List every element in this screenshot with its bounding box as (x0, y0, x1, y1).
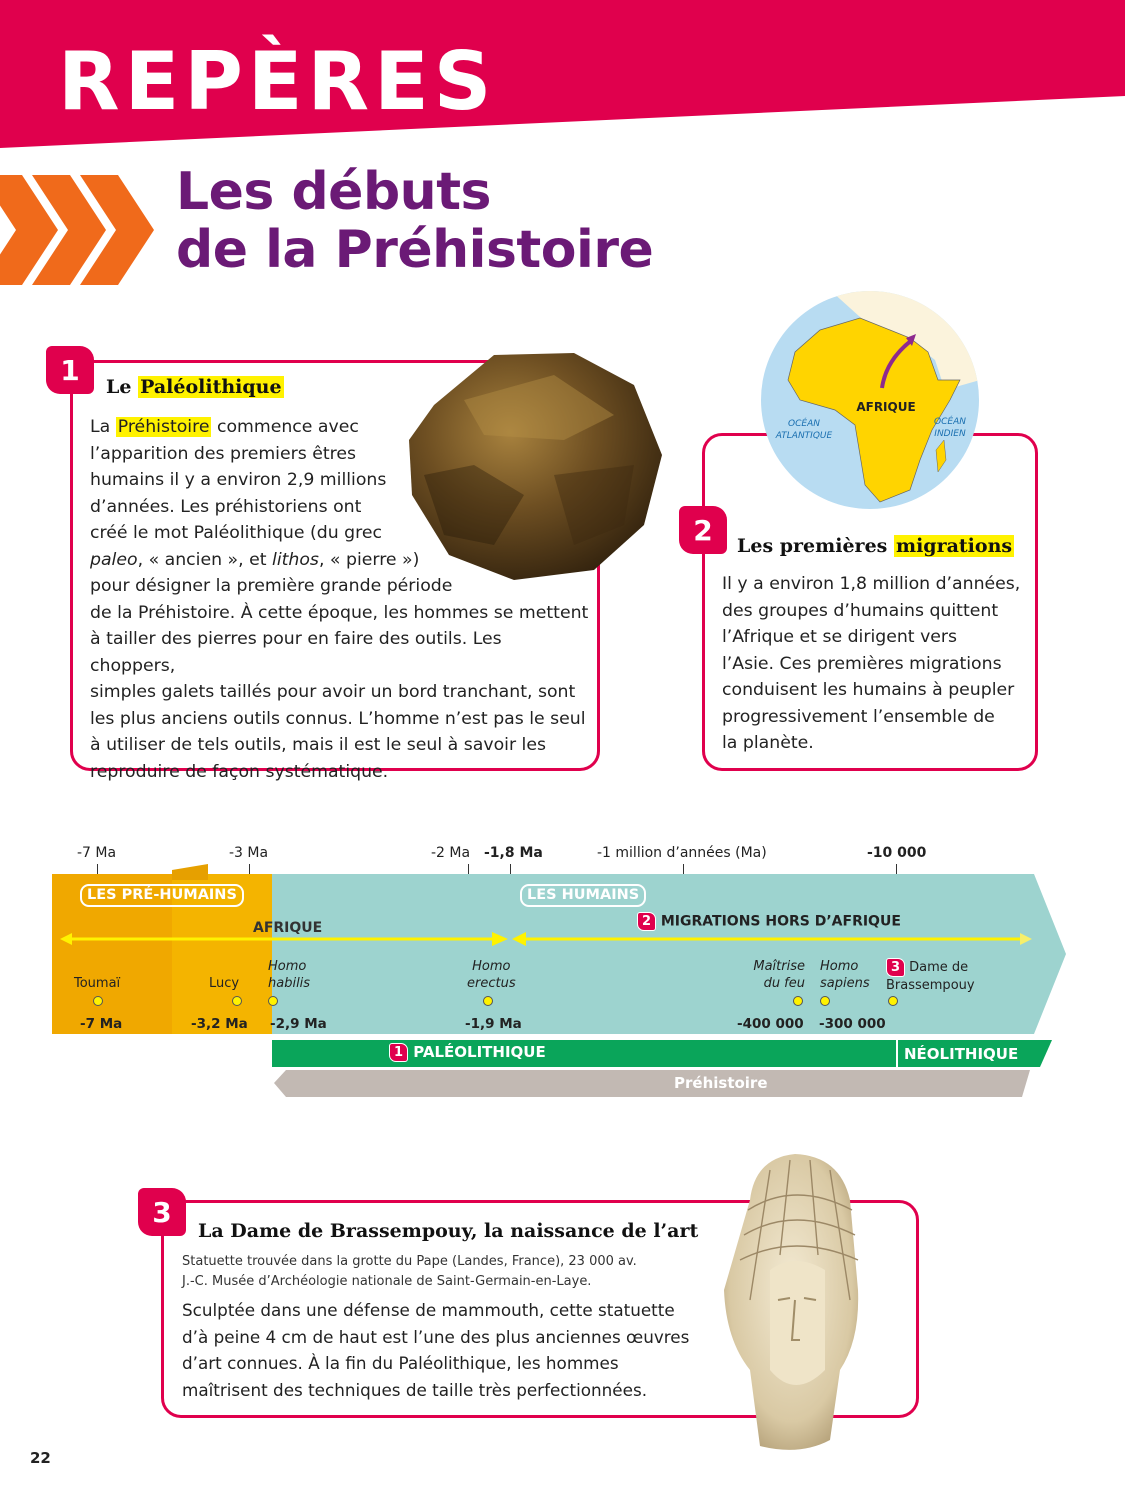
section3-caption-line1: Statuette trouvée dans la grotte du Pape (Landes, France), 23 000 av. (182, 1254, 637, 1269)
event-erectus-line2: erectus (467, 976, 516, 991)
event-lucy-name: Lucy (209, 976, 240, 991)
paleolithique-bar (272, 1040, 896, 1067)
event-feu-name (745, 958, 805, 992)
section1-text-run: à tailler des pierres pour en faire des outils. Les choppers, (90, 629, 502, 676)
section2-text (722, 571, 1032, 757)
migrations-number: 2 (637, 912, 656, 931)
section1-text (90, 414, 590, 785)
section2-text-run: l’Afrique et se dirigent vers (722, 627, 958, 647)
neolithique-label: NÉOLITHIQUE (904, 1045, 1019, 1063)
event-sapiens-name (820, 958, 870, 992)
chevrons-decoration (0, 175, 170, 285)
section2-number: 2 (679, 506, 727, 554)
section3-number: 3 (138, 1188, 186, 1236)
section1-text-run: pour désigner la première grande période (90, 576, 453, 596)
event-dame-name (886, 958, 975, 994)
map-ocean-left-2: ATLANTIQUE (775, 431, 833, 441)
section1-text-run: créé le mot Paléolithique (du grec (90, 523, 382, 543)
event-feu-line2: du feu (763, 976, 805, 991)
section1-text-run: simples galets taillés pour avoir un bord tranchant, sont (90, 682, 576, 702)
map-ocean-right-2: INDIEN (934, 429, 966, 439)
section1-text-run: lithos (272, 549, 319, 570)
section2-text-run: des groupes d’humains quittent (722, 600, 999, 621)
section1-text-run: paleo (90, 549, 138, 570)
event-lucy-dot (232, 996, 242, 1006)
page-title-line2: de la Préhistoire (176, 220, 654, 280)
event-dame-number: 3 (886, 958, 905, 977)
event-erectus-date: -1,9 Ma (465, 1016, 522, 1032)
event-dame-line1: Dame de (909, 960, 969, 975)
humans-band (270, 874, 1066, 1034)
prehumans-label: LES PRÉ-HUMAINS (80, 884, 244, 907)
section2-title-highlight: migrations (895, 535, 1013, 557)
dame-brassempouy-image (700, 1140, 880, 1460)
event-toumai-date: -7 Ma (80, 1016, 123, 1032)
section2-text-run: conduisent les humains à peupler (722, 680, 1015, 700)
section2-title-prefix: Les premières (737, 535, 894, 557)
migrations-label (637, 912, 901, 931)
section3-text (182, 1297, 689, 1403)
event-sapiens-date: -300 000 (819, 1016, 886, 1032)
event-feu-dot (793, 996, 803, 1006)
section1-text-run: , « pierre ») (318, 549, 420, 570)
event-habilis-name (268, 958, 310, 992)
event-erectus-name (467, 958, 516, 992)
event-dame-line2: Brassempouy (886, 978, 975, 993)
section3-text-line3: d’art connues. À la fin du Paléolithique, les hommes (182, 1353, 619, 1373)
section3-title: La Dame de Brassempouy, la naissance de l’art (198, 1220, 699, 1242)
tick-label-10000: -10 000 (867, 845, 927, 861)
section1-text-run: Préhistoire (117, 417, 210, 437)
event-habilis-date: -2,9 Ma (270, 1016, 327, 1032)
tick-label-3ma: -3 Ma (229, 845, 269, 861)
event-habilis-dot (268, 996, 278, 1006)
section1-text-run: les plus anciens outils connus. L’homme n’est pas le seul (90, 708, 586, 729)
map-ocean-left-1: OCÉAN (788, 419, 820, 429)
section1-title-highlight: Paléolithique (140, 376, 282, 398)
tick-label-2ma: -2 Ma (431, 845, 471, 861)
section1-text-run: d’années. Les préhistoriens ont (90, 496, 362, 517)
section3-text-line4: maîtrisent des techniques de taille très perfectionnées. (182, 1379, 648, 1400)
section2-title (737, 535, 1014, 557)
prehistoire-label: Préhistoire (674, 1074, 768, 1092)
event-lucy-date: -3,2 Ma (191, 1016, 248, 1032)
section1-text-run: l’apparition des premiers êtres (90, 443, 356, 464)
prehistoire-bar (274, 1070, 1030, 1097)
section1-text-run: à utiliser de tels outils, mais il est le seul à savoir les (90, 735, 546, 755)
section1-text-run: reproduire de façon systématique. (90, 761, 389, 782)
section2-text-run: Il y a environ 1,8 million d’années, (722, 574, 1021, 594)
section3-caption (182, 1252, 637, 1292)
tick-label-7ma: -7 Ma (77, 845, 117, 861)
section3-caption-line2: J.-C. Musée d’Archéologie nationale de Saint-Germain-en-Laye. (182, 1274, 592, 1289)
event-erectus-line1: Homo (472, 959, 511, 974)
map-continent-label: AFRIQUE (856, 400, 916, 414)
section1-text-run: La (90, 417, 116, 437)
map-ocean-right-1: OCÉAN (934, 417, 966, 427)
event-toumai-dot (93, 996, 103, 1006)
section2-text-run: l’Asie. Ces premières migrations (722, 653, 1002, 674)
page-number: 22 (30, 1449, 51, 1467)
page-title (176, 163, 653, 279)
section3-text-line1: Sculptée dans une défense de mammouth, cette statuette (182, 1300, 675, 1320)
event-feu-date: -400 000 (737, 1016, 804, 1032)
section3-text-line2: d’à peine 4 cm de haut est l’une des plus anciennes œuvres (182, 1326, 690, 1347)
humans-label: LES HUMAINS (520, 884, 646, 907)
event-sapiens-line2: sapiens (820, 976, 870, 991)
event-erectus-dot (483, 996, 493, 1006)
event-habilis-line2: habilis (268, 976, 311, 991)
section1-text-run: commence avec (211, 417, 359, 437)
event-dame-dot (888, 996, 898, 1006)
section1-title (106, 376, 284, 398)
section1-number: 1 (46, 346, 94, 394)
section2-text-run: progressivement l’ensemble de (722, 706, 995, 727)
tick-label-1ma: -1 million d’années (Ma) (597, 845, 767, 861)
section1-text-run: , « ancien », et (137, 549, 273, 570)
event-sapiens-dot (820, 996, 830, 1006)
africa-map (760, 290, 980, 510)
page-fold-shade (172, 864, 208, 880)
event-habilis-line1: Homo (268, 959, 307, 974)
paleolithique-label (389, 1043, 546, 1062)
event-toumai-name: Toumaï (74, 976, 121, 991)
page-title-line1: Les débuts (176, 162, 491, 222)
section2-text-run: la planète. (722, 733, 814, 753)
event-feu-line1: Maîtrise (753, 959, 805, 974)
header-title: REPÈRES (58, 35, 497, 128)
afrique-label: AFRIQUE (253, 920, 323, 936)
paleolithique-text: PALÉOLITHIQUE (413, 1043, 546, 1061)
event-sapiens-line1: Homo (820, 959, 859, 974)
section1-text-run: humains il y a environ 2,9 millions (90, 470, 387, 490)
tick-label-1-8ma: -1,8 Ma (484, 845, 543, 861)
migrations-text: MIGRATIONS HORS D’AFRIQUE (660, 913, 901, 930)
paleolithique-number: 1 (389, 1043, 408, 1062)
section1-text-run: de la Préhistoire. À cette époque, les hommes se mettent (90, 602, 589, 623)
section1-title-prefix: Le (106, 376, 139, 398)
